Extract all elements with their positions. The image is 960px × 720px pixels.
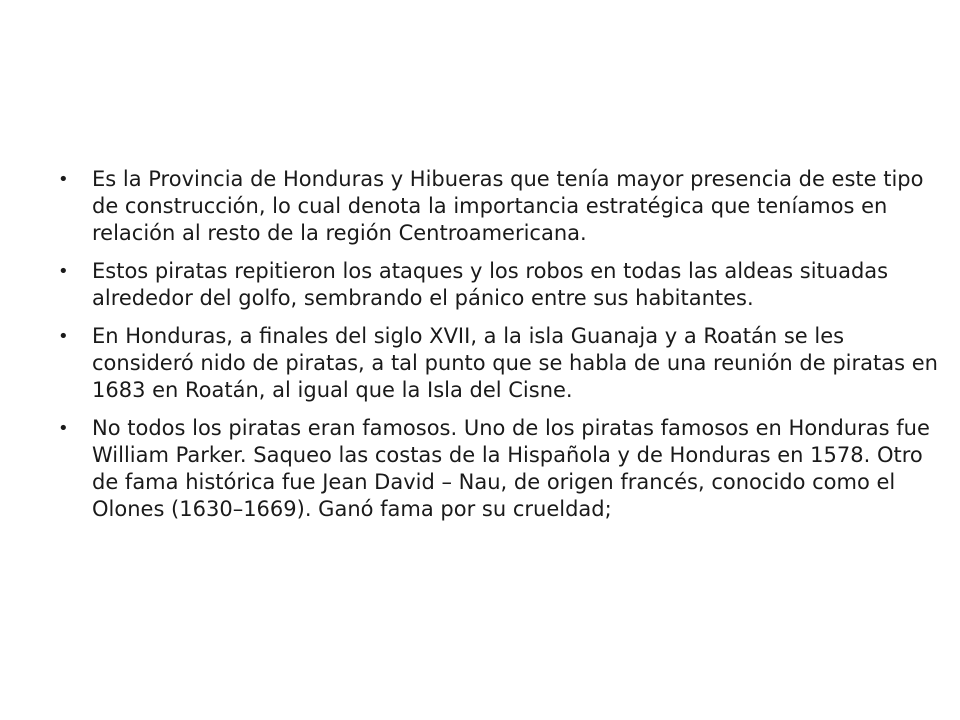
bullet-marker: • (58, 326, 69, 347)
bullet-text: Estos piratas repitieron los ataques y los robos en todas las aldeas situadas alrededor del golfo, sembrando el pánico entre sus habitantes. (92, 259, 889, 310)
bullet-text: Es la Provincia de Honduras y Hibueras que tenía mayor presencia de este tipo de construcción, lo cual denota la importancia estratégica que teníamos en relación al resto de la región Centroamericana. (92, 167, 924, 245)
bullet-list (58, 166, 938, 534)
bullet-item-piratas-famosos (58, 415, 938, 523)
bullet-marker: • (58, 261, 69, 282)
bullet-text: No todos los piratas eran famosos. Uno de los piratas famosos en Honduras fue William Parker. Saqueo las costas de la Hispañola y de Honduras en 1578. Otro de fama histórica fue Jean David – Nau, de origen francés, conocido como el Olones (1630–1669). Ganó fama por su crueldad; (92, 416, 930, 521)
bullet-marker: • (58, 169, 69, 190)
bullet-marker: • (58, 418, 69, 439)
bullet-text: En Honduras, a finales del siglo XVII, a la isla Guanaja y a Roatán se les consideró nido de piratas, a tal punto que se habla de una reunión de piratas en 1683 en Roatán, al igual que la Isla del Cisne. (92, 324, 938, 402)
bullet-item-construccion (58, 166, 938, 247)
bullet-item-ataques (58, 258, 938, 312)
bullet-item-guanaja-roatan (58, 323, 938, 404)
